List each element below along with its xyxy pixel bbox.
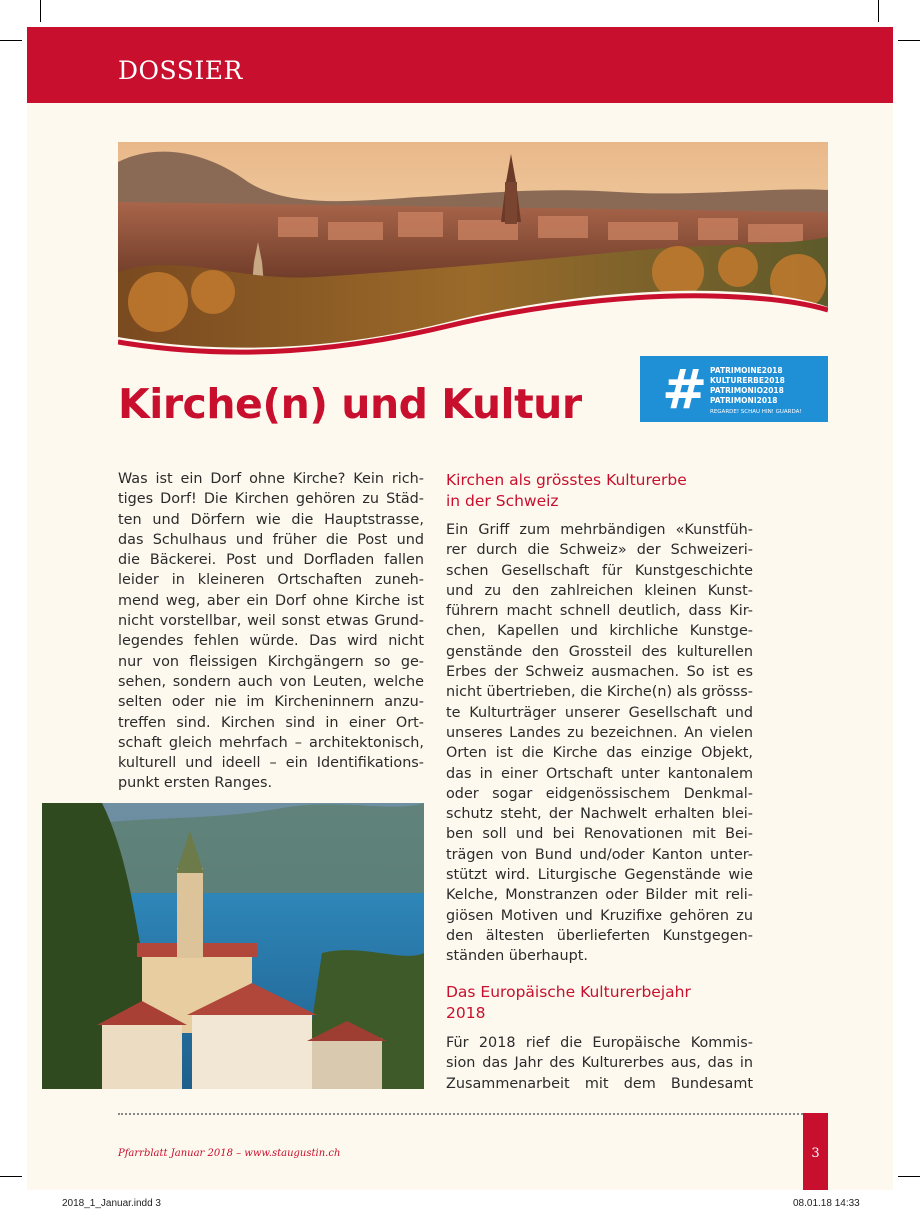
article-title: Kirche(n) und Kultur xyxy=(118,380,582,428)
crop-mark xyxy=(898,40,920,41)
section-heading-kulturerbejahr: Das Europäische Kulturerbejahr 2018 xyxy=(446,983,691,1022)
church-lake-photo xyxy=(42,803,424,1089)
crop-mark xyxy=(878,0,879,22)
city-panorama-image xyxy=(118,142,828,357)
svg-text:PATRIMONI2018: PATRIMONI2018 xyxy=(710,396,778,405)
page-number: 3 xyxy=(811,1146,820,1161)
svg-text:REGARDE! SCHAU HIN! GUARDA!: REGARDE! SCHAU HIN! GUARDA! xyxy=(710,409,802,415)
crop-mark xyxy=(0,1176,22,1177)
crop-mark xyxy=(0,40,22,41)
section-body-kulturerbe: Ein Griff zum mehrbändigen «Kunstfüh- rer durch die Schweiz» der Schweizeri- schen Gesellschaft für Kunstgeschichte und zu den zahlreichen kleinen Kunst- führern macht schnell deutlich, dass Kir- chen, Kapellen und kirchliche Kunstge- genstände den Grossteil des kulturellen Erbes der Schweiz ausmachen. So ist es nicht übertrieben, die Kirche(n) als grösss- te Kulturträger unserer Gesellschaft und unseres Landes zu bezeichnen. An vielen Orten ist die Kirche das einzige Objekt, das in einer Ortschaft unter kantonalem oder sogar eidgenössischem Denkmal- schutz steht, der Nachwelt erhalten blei- ben soll und bei Renovationen mit Bei- trägen von Bund und/oder Kanton unter- stützt wird. Liturgische Gegenstände wie Kelche, Monstranzen oder Bilder mit reli- giösen Motiven und Kruzifixe gehören zu den ältesten überlieferten Kunstgegen- ständen überhaupt. xyxy=(446,522,753,965)
svg-text:KULTURERBE2018: KULTURERBE2018 xyxy=(710,376,785,385)
intro-paragraph: Was ist ein Dorf ohne Kirche? Kein rich- tiges Dorf! Die Kirchen gehören zu Städ- ten und Dörfern wie die Hauptstrasse, das Schulhaus und früher die Post und die Bäckerei. Post und Dorfladen fallen leider in kleineren Ortschaften zuneh- mend weg, aber ein Dorf ohne Kirche ist nicht vorstellbar, weil sonst etwas Grund- legendes fehlen würde. Das wird nicht nur von fleissigen Kirchgängern so ge- sehen, sondern auch von Leuten, welche selten oder nie im Kircheninnern anzu- treffen sind. Kirchen sind in einer Ort- schaft gleich mehrfach – architektonisch, kulturell und ideell – ein Identifikations- punkt ersten Ranges. xyxy=(118,471,424,792)
kulturerbe-2018-badge xyxy=(640,356,828,422)
footer-divider xyxy=(118,1113,803,1115)
svg-text:PATRIMOINE2018: PATRIMOINE2018 xyxy=(710,366,783,375)
crop-mark xyxy=(40,0,41,22)
publication-footer: Pfarrblatt Januar 2018 – www.staugustin.ch xyxy=(118,1148,341,1159)
slug-datetime: 08.01.18 14:33 xyxy=(793,1198,860,1209)
section-heading-kulturerbe: Kirchen als grösstes Kulturerbe in der Schweiz xyxy=(446,471,687,510)
crop-mark xyxy=(898,1176,920,1177)
section-title: DOSSIER xyxy=(118,56,243,85)
slug-filename: 2018_1_Januar.indd 3 xyxy=(62,1198,161,1209)
hashtag-icon: # xyxy=(662,358,708,421)
svg-text:PATRIMONIO2018: PATRIMONIO2018 xyxy=(710,386,784,395)
section-body-kulturerbejahr: Für 2018 rief die Europäische Kommis- sion das Jahr des Kulturerbes aus, das in Zusammenarbeit mit dem Bundesamt xyxy=(446,1035,753,1092)
